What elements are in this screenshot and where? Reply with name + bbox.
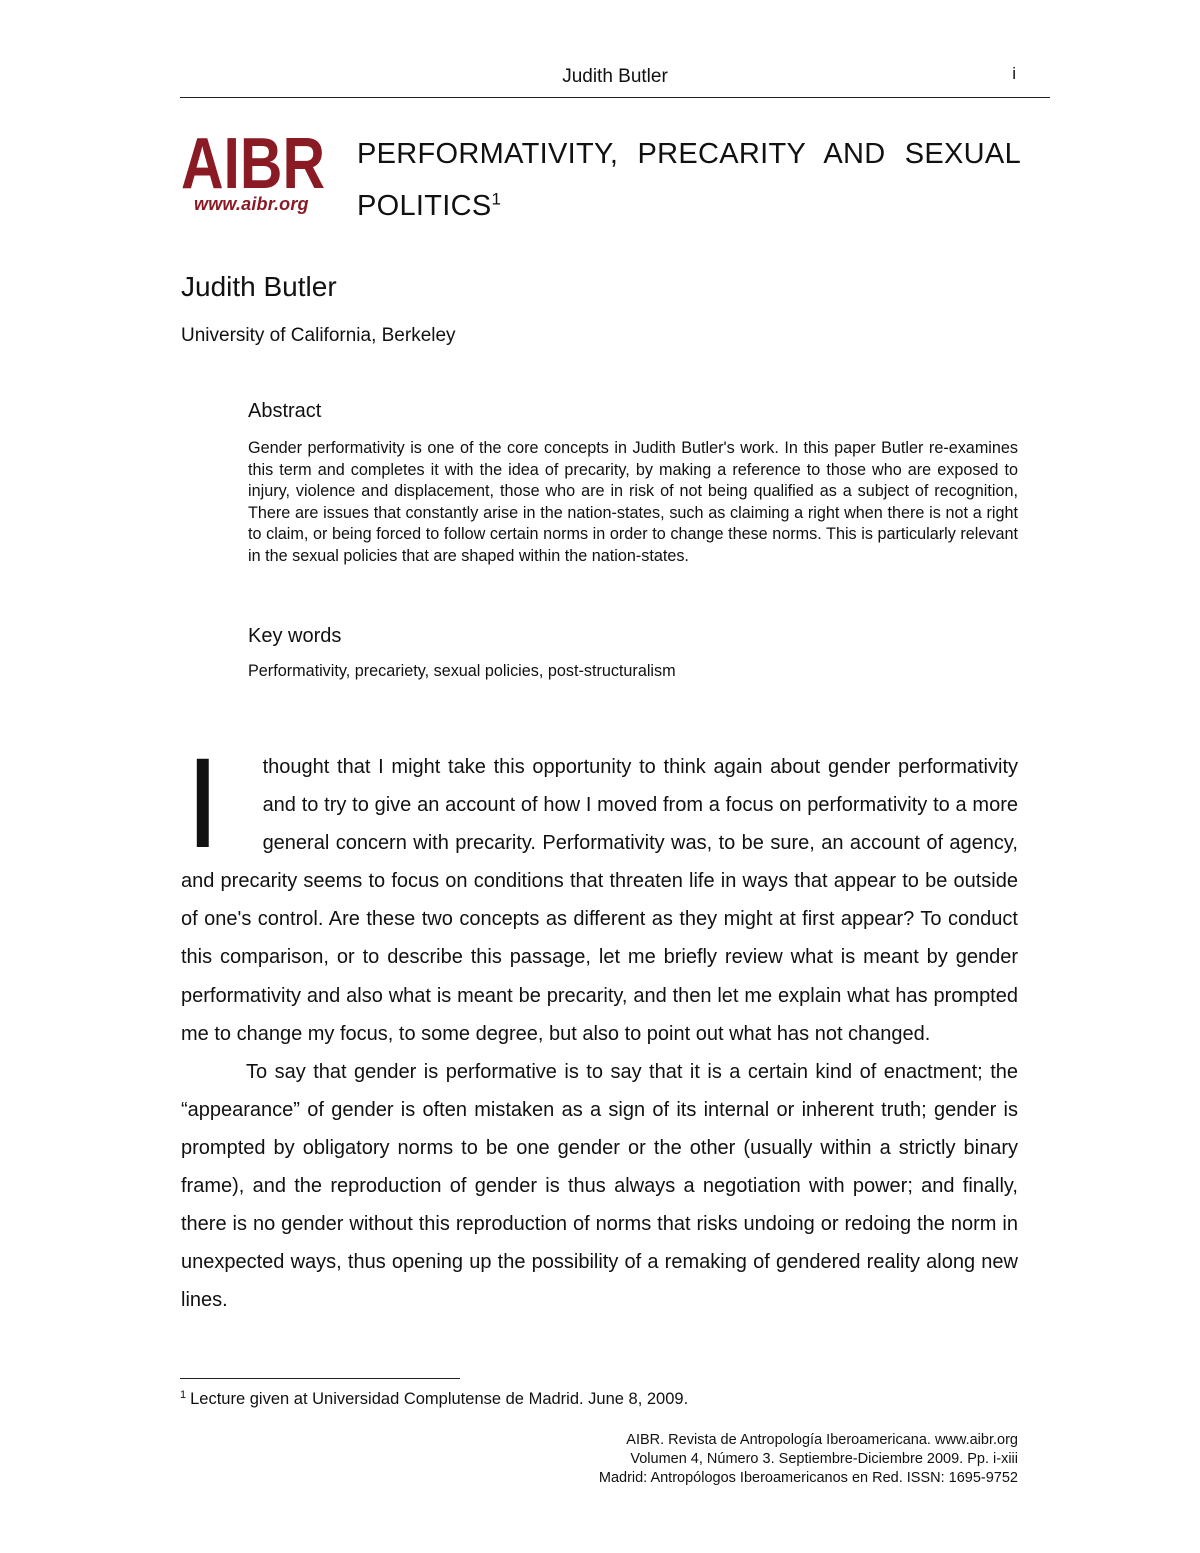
body-paragraph-2: To say that gender is performative is to say that it is a certain kind of enactment; the “appearance” of gender is often mistaken as a sign of its internal or inherent truth; gender is prompted by obligatory norms to be one gender or the other (usually within a strictly binary frame), and the reproduction of gender is thus always a negotiation with power; and finally, there is no gender without this reproduction of norms that risks undoing or redoing the norm in unexpected ways, thus opening up the possibility of a remaking of gendered reality along new lines. [181, 1060, 1018, 1312]
journal-footer-line-1: AIBR. Revista de Antropología Iberoamericana. www.aibr.org [626, 1432, 1018, 1448]
keywords-text: Performativity, precariety, sexual policies, post-structuralism [248, 662, 676, 680]
abstract-text: Gender performativity is one of the core concepts in Judith Butler's work. In this paper Butler re-examines this term and completes it with the idea of precarity, by making a reference to those who are exposed to injury, violence and displacement, those who are in risk of not being qualified as a subject of recognition, There are issues that constantly arise in the nation-states, such as claiming a right when there is not a right to claim, or being forced to follow certain norms in order to change these norms. This is particularly relevant in the sexual policies that are shaped within the nation-states. [248, 439, 1018, 565]
aibr-logo-letters: AIBR [181, 130, 325, 196]
keywords-heading: Key words [248, 625, 342, 647]
header-rule [180, 97, 1050, 98]
page-number: i [1012, 64, 1016, 83]
body-paragraph-1: thought that I might take this opportunity to think again about gender performativity and to try to give an account of how I moved from a focus on performativity to a more general concern with precarity. Performativity was, to be sure, an account of agency, and precarity seems to focus on conditions that threaten life in ways that appear to be outside of one's control. Are these two concepts as different as they might at first appear? To conduct this comparison, or to describe this passage, let me briefly review what is meant by gender performativity and also what is meant be precarity, and then let me explain what has prompted me to change my focus, to some degree, but also to point out what has not changed. [181, 756, 1018, 1045]
aibr-logo [181, 130, 327, 216]
article-body [181, 732, 1018, 1319]
footnote-marker: 1 [180, 1388, 187, 1401]
paper-title [357, 128, 1021, 232]
running-header [180, 66, 1050, 96]
abstract-heading: Abstract [248, 400, 322, 422]
journal-footer-line-3: Madrid: Antropólogos Iberoamericanos en Red. ISSN: 1695-9752 [598, 1470, 1018, 1486]
paper-title-text: PERFORMATIVITY, PRECARITY AND SEXUAL POLITICS [357, 138, 1021, 222]
author-name: Judith Butler [181, 271, 337, 302]
footnote [180, 1390, 688, 1409]
title-footnote-marker: 1 [491, 189, 502, 209]
footnote-text: Lecture given at Universidad Complutense de Madrid. June 8, 2009. [190, 1390, 689, 1408]
aibr-logo-url: www.aibr.org [194, 194, 309, 214]
footnote-rule [180, 1378, 460, 1379]
journal-footer [599, 1431, 1018, 1488]
aibr-logo-mark [181, 130, 327, 196]
journal-footer-line-2: Volumen 4, Número 3. Septiembre-Diciembre 2009. Pp. i-xiii [630, 1451, 1018, 1467]
drop-cap: I [185, 732, 221, 875]
running-title: Judith Butler [562, 66, 668, 87]
author-affiliation: University of California, Berkeley [181, 325, 456, 346]
